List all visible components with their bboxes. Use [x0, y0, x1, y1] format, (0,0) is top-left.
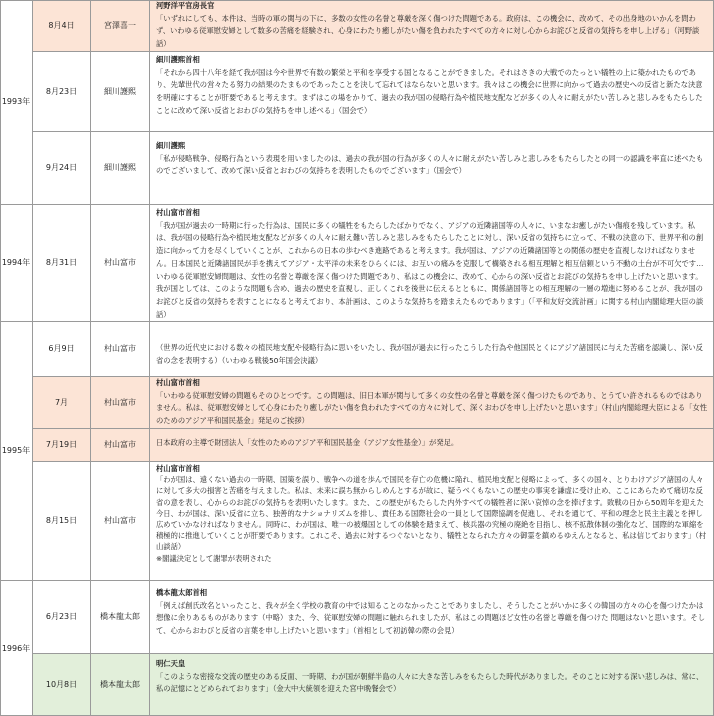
statement-cell [150, 654, 714, 716]
grid-line [0, 321, 714, 322]
grid-line [32, 0, 33, 716]
date-cell: 10月8日 [33, 654, 90, 716]
speaker-title: 細川護熙首相 [156, 55, 200, 64]
grid-line [0, 0, 714, 1]
date-cell: 8月15日 [33, 462, 90, 580]
date-cell: 7月 [33, 377, 90, 428]
statement-cell [150, 205, 714, 321]
statement-cell [150, 52, 714, 131]
statement-text: （世界の近代史における数々の植民地支配や侵略行為に思いをいたし、我が国が過去に行ったこうした行為や他国民とくにアジア諸国民に与えた苦痛を認識し、深い反省の念を表明する）（いわゆる戦後50年国会決議） [156, 343, 703, 365]
person-cell: 宮澤喜一 [91, 0, 149, 51]
grid-line [32, 51, 714, 52]
speaker-title: 明仁天皇 [156, 659, 186, 668]
person-cell: 橋本龍太郎 [91, 654, 149, 716]
year-cell: 1994年 [1, 258, 31, 267]
date-cell: 8月31日 [33, 205, 90, 321]
grid-line [32, 428, 714, 429]
person-cell: 村山富市 [91, 322, 149, 376]
grid-line [0, 580, 714, 581]
date-cell: 8月4日 [33, 0, 90, 51]
person-cell: 村山富市 [91, 429, 149, 461]
grid-line [149, 0, 150, 716]
date-cell: 6月9日 [33, 322, 90, 376]
person-cell: 村山富市 [91, 205, 149, 321]
statement-text: 「このような密接な交流の歴史のある反面、一時期、わが国が朝鮮半島の人々に大きな苦しみをもたらした時代がありました。そのことに対する深い悲しみは、常に、私の記憶にとどめられております」（金大中大統領を迎えた宮中晩餐会で） [156, 671, 704, 694]
year-cell: 1995年 [1, 446, 31, 455]
speaker-title: 村山富市首相 [156, 378, 200, 387]
statement-text: 「私が侵略戦争、侵略行為という表現を用いましたのは、過去の我が国の行為が多くの人々に耐えがたい苦しみと悲しみをもたらしたとの同一の認識を率直に述べたものでございまして、改めて深い反省とおわびの気持ちを表明したものでございます」（国会で） [156, 153, 704, 176]
year-cell: 1993年 [1, 97, 31, 106]
person-cell: 細川護熙 [91, 52, 149, 131]
year-cell: 1996年 [1, 643, 31, 653]
statement-text: 「我が国が過去の一時期に行った行為は、国民に多くの犠牲をもたらしたばかりでなく、アジアの近隣諸国等の人々に、いまなお癒しがたい傷痕を残しています。私は、我が国の侵略行為や植民地支配などが多くの人々に耐え難い苦しみと悲しみをもたらしたことに対し、深い反省の気持ちに立って、不戦の決意の下、世界平和の創造に向かって力を尽くしていくことが、これからの日本の歩むべき進路であると考えます。我が国は、アジアの近隣諸国等との関係の歴史を直視しなければなりません。日本国民と近隣諸国民が手を携えてアジア・太平洋の未来をひらくには、お互いの痛みを克服して構築される相互理解と相互信頼という不動の土台が不可欠です…いわゆる従軍慰安婦問題は、女性の名誉と尊厳を深く傷つけた問題であり、私はこの機会に、改めて、心からの深い反省とお詫びの気持ちを申し上げたいと思います。我が国としては、このような問題も含め、過去の歴史を直視し、正しくこれを後世に伝えるとともに、関係諸国等との相互理解の一層の増進に努めることが、我が国のお詫びと反省の気持ちを表すことになると考えており、本計画は、このような気持ちを踏まえたものであります」（「平和友好交流計画」に関する村山内閣総理大臣の談話） [156, 220, 704, 319]
statement-text: 「わが国は、遠くない過去の一時期、国策を誤り、戦争への道を歩んで国民を存亡の危機に陥れ、植民地支配と侵略によって、多くの国々、とりわけアジア諸国の人々に対して多大の損害と苦痛を与えました。私は、未来に誤ち無からしめんとするが故に、疑うべくもないこの歴史の事実を謙虚に受け止め、ここにあらためて痛切な反省の意を表し、心からのお詫びの気持ちを表明いたします。また、この歴史がもたらした内外すべての犠牲者に深い哀悼の念を捧げます。敗戦の日から50周年を迎えた今日、わが国は、深い反省に立ち、独善的なナショナリズムを排し、責任ある国際社会の一員として国際協調を促進し、それを通じて、平和の理念と民主主義とを押し広めていかなければなりません。同時に、わが国は、唯一の被爆国としての体験を踏まえて、核兵器の究極の廃絶を目指し、核不拡散体制の強化など、国際的な軍縮を積極的に推進していくことが肝要であります。これこそ、過去に対するつぐないとなり、犠牲となられた方々の御霊を鎮めるゆえんとなると、私は信じております」（村山談話） ※閣議決定として謝罪が表明された [156, 475, 707, 563]
statement-text: 「いずれにしても、本件は、当時の軍の関与の下に、多数の女性の名誉と尊厳を深く傷つけた問題である。政府は、この機会に、改めて、その出身地のいかんを問わず、いわゆる従軍慰安婦として数多の苦痛を経験され、心身にわたり癒しがたい傷を負われたすべての方々に対し心からお詫びと反省の気持ちを申し上げる」（河野談話） [156, 13, 700, 49]
person-cell: 村山富市 [91, 462, 149, 580]
date-cell: 8月23日 [33, 52, 90, 131]
grid-line [90, 0, 91, 716]
speaker-title: 橋本龍太郎首相 [156, 588, 208, 597]
statement-cell [150, 462, 714, 580]
statement-cell [150, 429, 714, 461]
date-cell: 9月24日 [33, 132, 90, 204]
grid-line [0, 204, 714, 205]
grid-line [32, 653, 714, 654]
grid-line [32, 461, 714, 462]
speaker-title: 細川護熙 [156, 141, 186, 150]
person-cell: 橋本龍太郎 [91, 581, 149, 653]
statement-cell [150, 581, 714, 653]
statement-cell [150, 322, 714, 376]
speaker-title: 村山富市首相 [156, 208, 200, 217]
speaker-title: 河野洋平官房長官 [156, 1, 215, 10]
date-cell: 7月19日 [33, 429, 90, 461]
statement-text: 「いわゆる従軍慰安婦の問題もそのひとつです。この問題は、旧日本軍が関与して多くの女性の名誉と尊厳を深く傷つけたものであり、とうてい許されるものではありません。私は、従軍慰安婦として心身にわたり癒しがたい傷を負われたすべての方々に対して、深くおわびを申し上げたいと思います」（村山内閣総理大臣による「女性のためのアジア平和国民基金」発足のご挨拶） [156, 390, 708, 426]
statement-cell [150, 0, 714, 51]
grid-line [32, 131, 714, 132]
statement-text: 「例えば創氏改名といったこと、我々が全く学校の教育の中では知ることのなかったことでありましたし、そうしたことがいかに多くの韓国の方々の心を傷つけたかは想像に余りあるものがあります（中略）また、今、従軍慰安婦の問題に触れられましたが、私はこの問題ほど女性の名誉と尊厳を傷つけた 問題はないと思います。そして、心からおわびと反省の言葉を申し上げたいと思います」（首相として初訪韓の際の会見） [156, 600, 705, 636]
person-cell: 細川護熙 [91, 132, 149, 204]
statement-text: 「それから四十八年を経て我が国は今や世界で有数の繁栄と平和を享受する国となることができました。それはさきの大戦でのたっとい犠牲の上に築かれたものであり、先輩世代の営々たる努力の結果のたまものであったことを決して忘れてはならないと思います。我々はこの機会に世界に向かって過去の歴史への反省と新たな決意を明確にすることが肝要であると考えます。まずはこの場をかりて、過去の我が国の侵略行為や植民地支配などが多くの人々に耐えがたい苦しみと悲しみをもたらしたことに改めて深い反省とおわびの気持ちを申し述べる」（国会で） [156, 67, 703, 115]
statement-cell [150, 132, 714, 204]
grid-line [32, 376, 714, 377]
statement-text: 日本政府の主導で財団法人「女性のためのアジア平和国民基金（アジア女性基金）」が発足。 [156, 438, 459, 447]
statement-cell [150, 377, 714, 428]
grid-line [0, 0, 1, 716]
date-cell: 6月23日 [33, 581, 90, 653]
person-cell: 村山富市 [91, 377, 149, 428]
speaker-title: 村山富市首相 [156, 464, 200, 473]
